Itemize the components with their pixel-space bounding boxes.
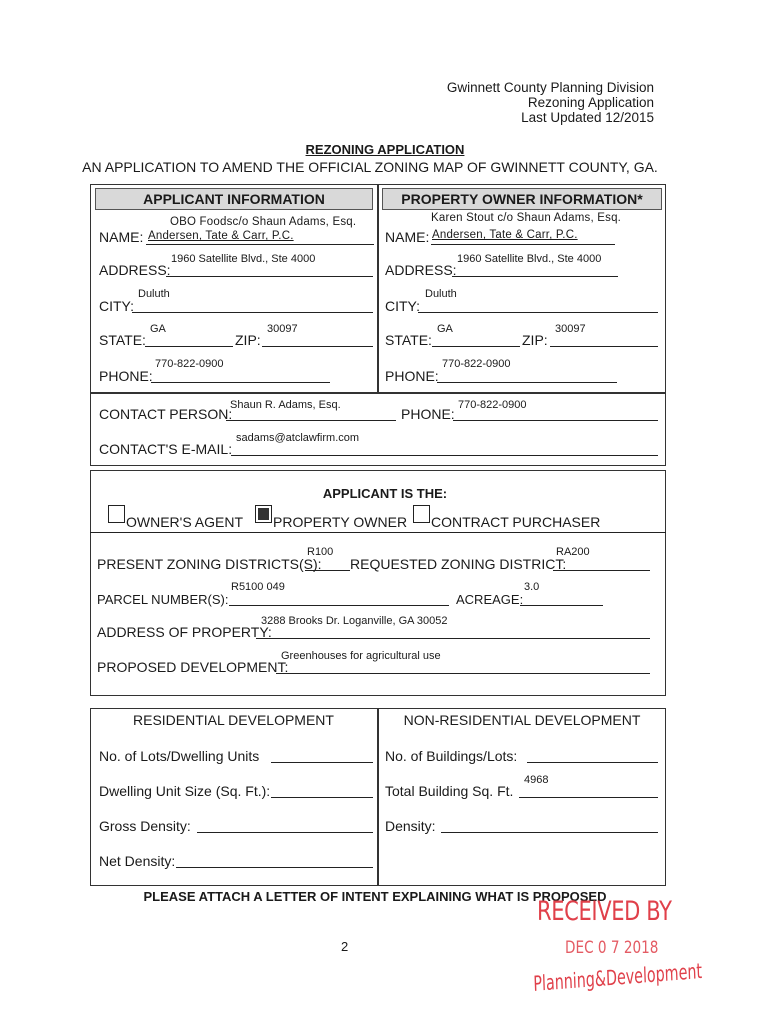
requested-zoning-line: [553, 570, 650, 571]
applicant-is-divider: [90, 532, 666, 533]
gross-density-label: Gross Density:: [99, 818, 191, 834]
contact-phone-label: PHONE:: [401, 406, 455, 422]
requested-zoning-value[interactable]: RA200: [556, 546, 590, 558]
owner-firm-value[interactable]: Andersen, Tate & Carr, P.C.: [432, 229, 578, 241]
parcel-number-value[interactable]: R5100 049: [231, 581, 285, 593]
property-owner-checkbox[interactable]: [255, 505, 272, 523]
owner-zip-label: ZIP:: [522, 332, 548, 348]
applicant-name-line: [146, 244, 374, 245]
net-density-label: Net Density:: [99, 853, 176, 869]
owners-agent-checkbox[interactable]: [108, 505, 125, 523]
owner-address-label: ADDRESS:: [385, 262, 457, 278]
applicant-name-label: NAME:: [99, 229, 144, 245]
applicant-is-heading: APPLICANT IS THE:: [322, 486, 448, 501]
property-owner-label: PROPERTY OWNER: [273, 514, 408, 530]
owner-name-label: NAME:: [385, 229, 430, 245]
owner-zip-value[interactable]: 30097: [555, 323, 586, 335]
applicant-address-label: ADDRESS:: [99, 262, 171, 278]
contract-purchaser-label: CONTRACT PURCHASER: [431, 514, 601, 530]
planning-development-stamp: Planning&Development: [533, 959, 703, 996]
building-sqft-label: Total Building Sq. Ft.: [385, 783, 514, 799]
density-input-line[interactable]: [441, 832, 658, 833]
density-label: Density:: [385, 818, 436, 834]
applicant-phone-line: [151, 382, 330, 383]
section-divider: [90, 392, 666, 394]
proposed-development-label: PROPOSED DEVELOPMENT:: [97, 659, 289, 675]
applicant-state-label: STATE:: [99, 332, 146, 348]
acreage-value[interactable]: 3.0: [524, 581, 540, 593]
applicant-city-label: CITY:: [99, 298, 135, 314]
owner-address-line: [452, 276, 618, 277]
contact-person-line: [226, 420, 396, 421]
page-title: REZONING APPLICATION: [305, 142, 465, 157]
building-sqft-line: [519, 797, 658, 798]
contact-email-line: [231, 455, 658, 456]
contact-email-value[interactable]: sadams@atclawfirm.com: [236, 432, 360, 444]
owner-phone-label: PHONE:: [385, 368, 439, 384]
applicant-city-value[interactable]: Duluth: [138, 288, 170, 300]
applicant-state-line: [145, 346, 233, 347]
property-address-label: ADDRESS OF PROPERTY:: [97, 624, 272, 640]
unit-size-input-line[interactable]: [271, 797, 373, 798]
owner-phone-value[interactable]: 770-822-0900: [442, 358, 511, 370]
unit-size-label: Dwelling Unit Size (Sq. Ft.):: [99, 783, 271, 799]
applicant-city-line: [132, 312, 373, 313]
applicant-phone-value[interactable]: 770-822-0900: [155, 358, 224, 370]
owner-city-value[interactable]: Duluth: [425, 288, 457, 300]
page-subtitle: AN APPLICATION TO AMEND THE OFFICIAL ZONING MAP OF GWINNETT COUNTY, GA.: [82, 159, 658, 175]
present-zoning-value[interactable]: R100: [307, 546, 334, 558]
owner-city-line: [418, 312, 658, 313]
buildings-label: No. of Buildings/Lots:: [385, 748, 518, 764]
owner-heading: PROPERTY OWNER INFORMATION*: [382, 188, 662, 210]
parcel-number-label: PARCEL NUMBER(S):: [97, 592, 229, 607]
letter-of-intent-note: PLEASE ATTACH A LETTER OF INTENT EXPLAINING WHAT IS PROPOSED: [143, 889, 607, 904]
applicant-zip-value[interactable]: 30097: [267, 323, 298, 335]
applicant-state-value[interactable]: GA: [150, 323, 166, 335]
applicant-zip-label: ZIP:: [235, 332, 261, 348]
property-address-value[interactable]: 3288 Brooks Dr. Loganville, GA 30052: [261, 615, 448, 627]
applicant-name-value[interactable]: OBO Foodsc/o Shaun Adams, Esq.: [170, 216, 357, 228]
contact-person-label: CONTACT PERSON:: [99, 406, 233, 422]
building-sqft-value[interactable]: 4968: [524, 774, 549, 786]
owner-city-label: CITY:: [385, 298, 421, 314]
applicant-heading: APPLICANT INFORMATION: [95, 188, 373, 210]
received-date: DEC 0 7 2018: [565, 938, 659, 958]
owner-zip-line: [550, 346, 658, 347]
owner-address-value[interactable]: 1960 Satellite Blvd., Ste 4000: [457, 253, 602, 265]
owner-name-value[interactable]: Karen Stout c/o Shaun Adams, Esq.: [431, 212, 622, 224]
owners-agent-label: OWNER'S AGENT: [126, 514, 244, 530]
applicant-zip-line: [262, 346, 373, 347]
development-divider: [377, 708, 379, 886]
contact-person-value[interactable]: Shaun R. Adams, Esq.: [230, 399, 341, 411]
property-address-line: [256, 638, 650, 639]
requested-zoning-label: REQUESTED ZONING DISTRICT:: [350, 556, 567, 572]
owner-state-value[interactable]: GA: [437, 323, 453, 335]
parcel-number-line: [229, 605, 449, 606]
contract-purchaser-checkbox[interactable]: [413, 505, 430, 523]
acreage-line: [520, 605, 603, 606]
acreage-label: ACREAGE:: [456, 592, 524, 607]
applicant-firm-value[interactable]: Andersen, Tate & Carr, P.C.: [148, 230, 294, 242]
owner-state-label: STATE:: [385, 332, 432, 348]
nonresidential-heading: NON-RESIDENTIAL DEVELOPMENT: [403, 712, 641, 728]
present-zoning-label: PRESENT ZONING DISTRICTS(S):: [97, 556, 322, 572]
contact-phone-line: [453, 420, 658, 421]
proposed-development-line: [276, 673, 650, 674]
received-stamp: RECEIVED BY: [537, 896, 672, 927]
owner-name-line: [431, 244, 615, 245]
applicant-phone-label: PHONE:: [99, 368, 153, 384]
gross-density-input-line[interactable]: [197, 832, 373, 833]
buildings-input-line[interactable]: [527, 762, 658, 763]
residential-heading: RESIDENTIAL DEVELOPMENT: [133, 712, 334, 728]
contact-email-label: CONTACT'S E-MAIL:: [99, 441, 233, 457]
proposed-development-value[interactable]: Greenhouses for agricultural use: [281, 650, 441, 662]
last-updated: Last Updated 12/2015: [521, 110, 654, 125]
column-divider: [377, 184, 379, 392]
page-number: 2: [341, 939, 349, 954]
lots-input-line[interactable]: [271, 762, 373, 763]
applicant-address-line: [166, 276, 373, 277]
applicant-address-value[interactable]: 1960 Satellite Blvd., Ste 4000: [171, 253, 316, 265]
present-zoning-line: [305, 570, 350, 571]
form-name: Rezoning Application: [527, 95, 654, 110]
lots-label: No. of Lots/Dwelling Units: [99, 748, 260, 764]
division-name: Gwinnett County Planning Division: [446, 80, 654, 95]
net-density-input-line[interactable]: [176, 867, 373, 868]
contact-phone-value[interactable]: 770-822-0900: [458, 399, 527, 411]
owner-state-line: [432, 346, 520, 347]
owner-phone-line: [437, 382, 617, 383]
